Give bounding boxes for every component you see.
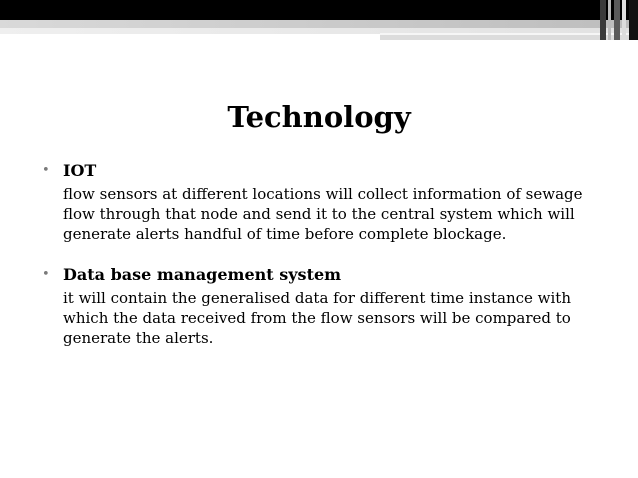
section-heading bbox=[42, 264, 602, 286]
bullet-icon: • bbox=[42, 267, 50, 282]
section-database bbox=[42, 264, 602, 348]
section-body: it will contain the generalised data for different time instance with which the data received from the flow sensors will be compared to generate the alerts. bbox=[63, 289, 571, 347]
bullet-icon: • bbox=[42, 163, 50, 178]
decorative-stripe bbox=[629, 0, 638, 40]
header-band-black bbox=[0, 0, 638, 20]
slide-title: Technology bbox=[227, 100, 411, 134]
section-heading bbox=[42, 160, 602, 182]
header-band-grey bbox=[0, 20, 638, 28]
decorative-stripe bbox=[600, 0, 606, 40]
section-heading-text: Data base management system bbox=[63, 265, 342, 284]
decorative-stripe bbox=[622, 0, 626, 40]
decorative-stripe bbox=[614, 0, 620, 40]
decorative-stripe bbox=[608, 0, 611, 40]
section-body: flow sensors at different locations will collect information of sewage flow through that node and send it to the central system which will generate alerts handful of time before complete blockage. bbox=[63, 185, 583, 243]
slide-content bbox=[42, 160, 602, 348]
section-iot bbox=[42, 160, 602, 244]
section-heading-text: IOT bbox=[63, 161, 97, 180]
